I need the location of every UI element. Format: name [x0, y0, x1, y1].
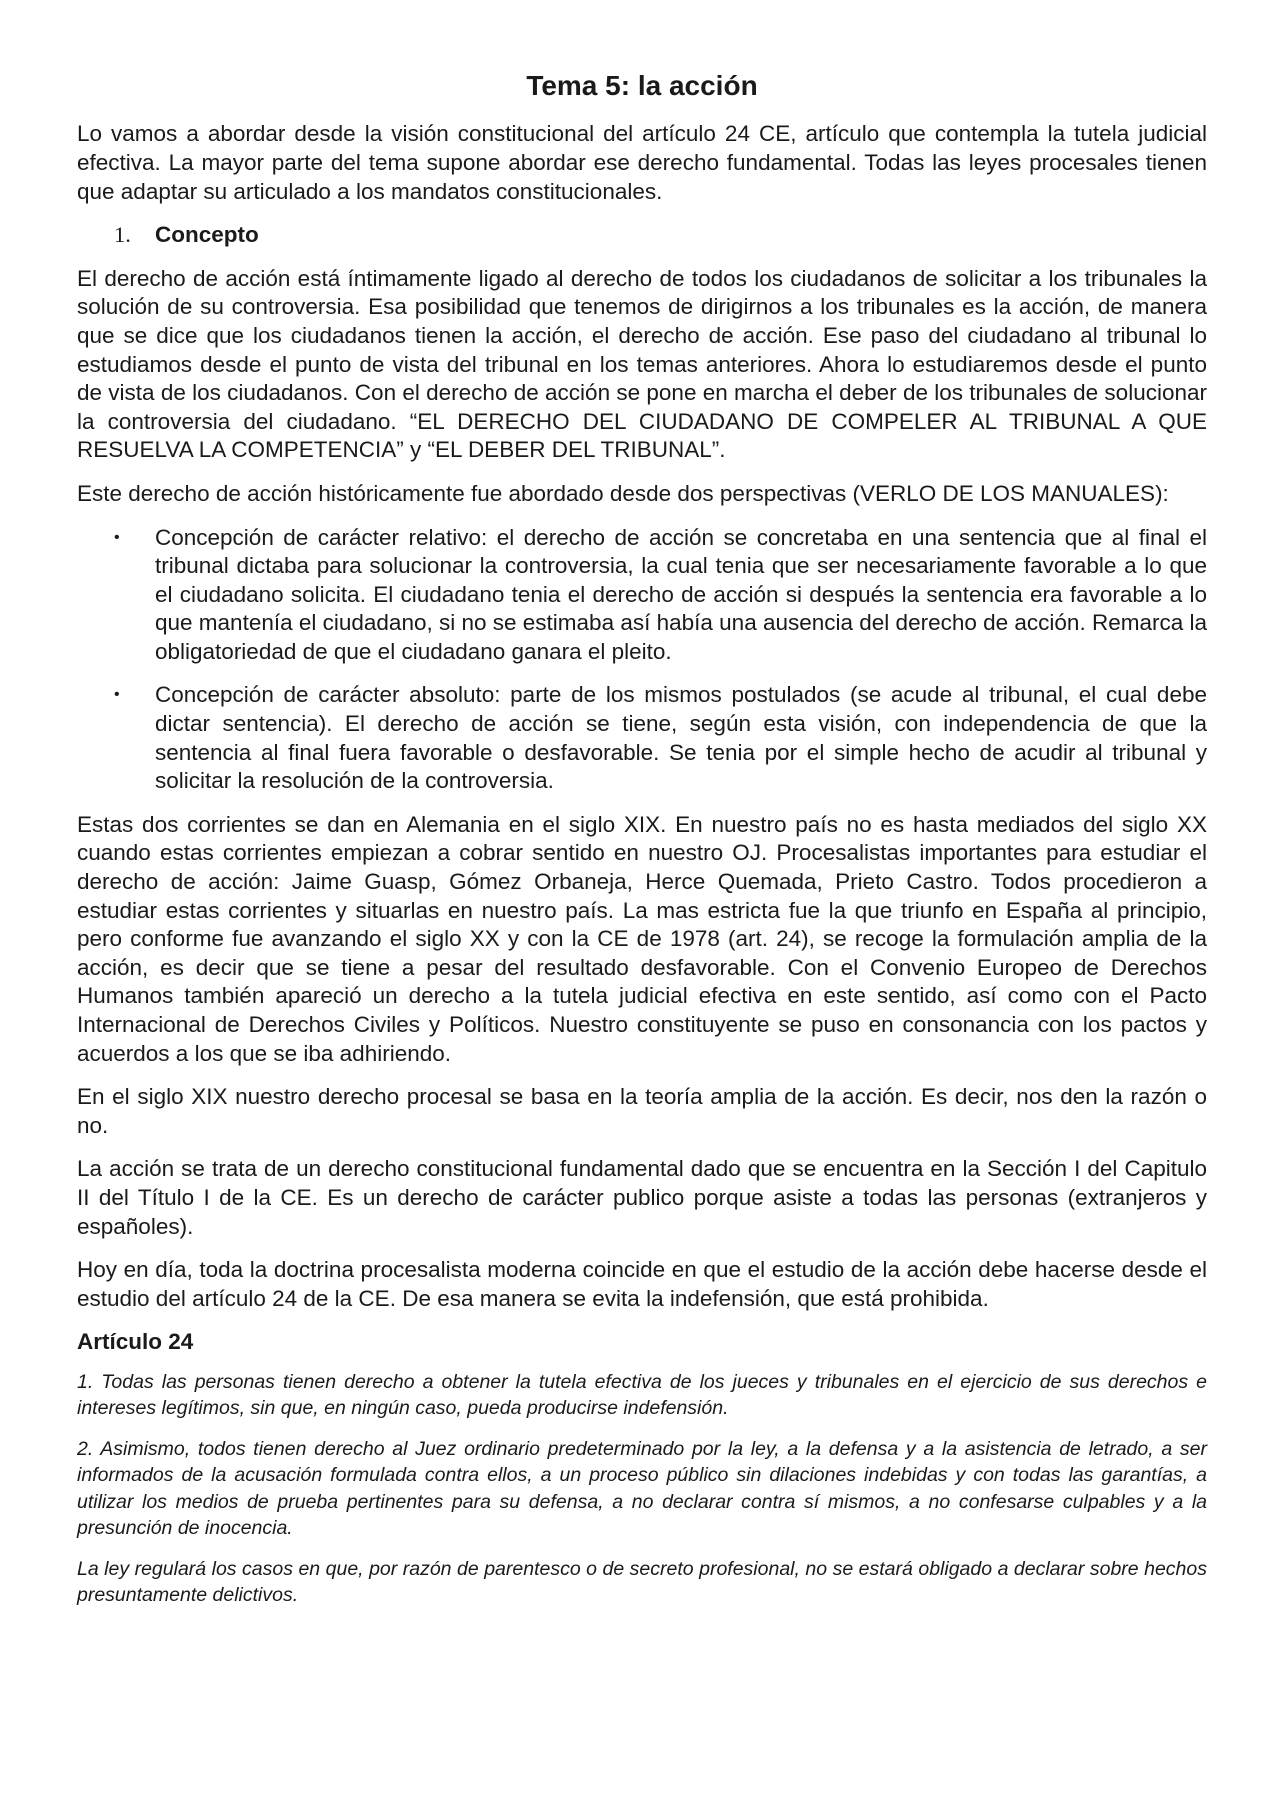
list-item-text: Concepción de carácter relativo: el derecho de acción se concretaba en una sentencia que al final el tribunal dictaba para solucionar la controversia, la cual tenia que ser necesariamente favorable a lo que el ciudadano solicita. El ciudadano tenia el derecho de acción si después la sentencia era favorable a lo que mantenía el ciudadano, si no se estimaba así había una ausencia del derecho de acción. Remarca la obligatoriedad de que el ciudadano ganara el pleito. [155, 524, 1207, 664]
section-heading-concepto [77, 221, 1207, 250]
section-label: Concepto [155, 222, 259, 248]
paragraph: En el siglo XIX nuestro derecho procesal se basa en la teoría amplia de la acción. Es decir, nos den la razón o no. [77, 1084, 1207, 1138]
paragraph: Hoy en día, toda la doctrina procesalista moderna coincide en que el estudio de la acción debe hacerse desde el estudio del artículo 24 de la CE. De esa manera se evita la indefensión, que está prohibida. [77, 1257, 1207, 1311]
bullet-icon: • [114, 528, 120, 546]
paragraph: Este derecho de acción históricamente fue abordado desde dos perspectivas (VERLO DE LOS MANUALES): [77, 480, 1169, 506]
article-paragraph: 1. Todas las personas tienen derecho a obtener la tutela efectiva de los jueces y tribunales en el ejercicio de sus derechos e intereses legítimos, sin que, en ningún caso, pueda producirse indefensión. [77, 1370, 1207, 1420]
list-item [77, 524, 1207, 667]
article-heading: Artículo 24 [77, 1329, 194, 1355]
bullet-icon: • [114, 686, 120, 704]
document-page [77, 68, 1207, 1623]
paragraph: El derecho de acción está íntimamente ligado al derecho de todos los ciudadanos de solicitar a los tribunales la solución de su controversia. Esa posibilidad que tenemos de dirigirnos a los tribunales es la acción, de manera que se dice que los ciudadanos tienen la acción, el derecho de acción. Ese paso del ciudadano al tribunal lo estudiamos desde el punto de vista del tribunal en los temas anteriores. Ahora lo estudiaremos desde el punto de vista de los ciudadanos. Con el derecho de acción se pone en marcha el deber de los tribunales de solucionar la controversia del ciudadano. “EL DERECHO DEL CIUDADANO DE COMPELER AL TRIBUNAL A QUE RESUELVA LA COMPETENCIA” y “EL DEBER DEL TRIBUNAL”. [77, 265, 1207, 463]
paragraph: La acción se trata de un derecho constitucional fundamental dado que se encuentra en la Sección I del Capitulo II del Título I de la CE. Es un derecho de carácter publico porque asiste a todas las personas (extranjeros y españoles). [77, 1156, 1207, 1239]
page-title: Tema 5: la acción [526, 70, 758, 101]
paragraph: Estas dos corrientes se dan en Alemania en el siglo XIX. En nuestro país no es hasta mediados del siglo XX cuando estas corrientes empiezan a cobrar sentido en nuestro OJ. Procesalistas importantes para estudiar el derecho de acción: Jaime Guasp, Gómez Orbaneja, Herce Quemada, Prieto Castro. Todos procedieron a estudiar estas corrientes y situarlas en nuestro país. La mas estricta fue la que triunfo en España al principio, pero conforme fue avanzando el siglo XX y con la CE de 1978 (art. 24), se recoge la formulación amplia de la acción, es decir que se tiene a pesar del resultado desfavorable. Con el Convenio Europeo de Derechos Humanos también apareció un derecho a la tutela judicial efectiva en este sentido, así como con el Pacto Internacional de Derechos Civiles y Políticos. Nuestro constituyente se puso en consonancia con los pactos y acuerdos a los que se iba adhiriendo. [77, 811, 1207, 1066]
intro-paragraph: Lo vamos a abordar desde la visión constitucional del artículo 24 CE, artículo que contempla la tutela judicial efectiva. La mayor parte del tema supone abordar ese derecho fundamental. Todas las leyes procesales tienen que adaptar su articulado a los mandatos constitucionales. [77, 121, 1207, 204]
list-item-text: Concepción de carácter absoluto: parte de los mismos postulados (se acude al tribunal, el cual debe dictar sentencia). El derecho de acción se tiene, según esta visión, con independencia de que la sentencia al final fuera favorable o desfavorable. Se tenia por el simple hecho de acudir al tribunal y solicitar la resolución de la controversia. [155, 682, 1207, 794]
list-item [77, 681, 1207, 795]
bullet-list [77, 524, 1207, 796]
section-number: 1. [114, 222, 131, 248]
article-paragraph: La ley regulará los casos en que, por razón de parentesco o de secreto profesional, no se estará obligado a declarar sobre hechos presuntamente delictivos. [77, 1557, 1207, 1607]
article-paragraph: 2. Asimismo, todos tienen derecho al Juez ordinario predeterminado por la ley, a la defensa y a la asistencia de letrado, a ser informados de la acusación formulada contra ellos, a un proceso público sin dilaciones indebidas y con todas las garantías, a utilizar los medios de prueba pertinentes para su defensa, a no declarar contra sí mismos, a no confesarse culpables y a la presunción de inocencia. [77, 1437, 1207, 1540]
